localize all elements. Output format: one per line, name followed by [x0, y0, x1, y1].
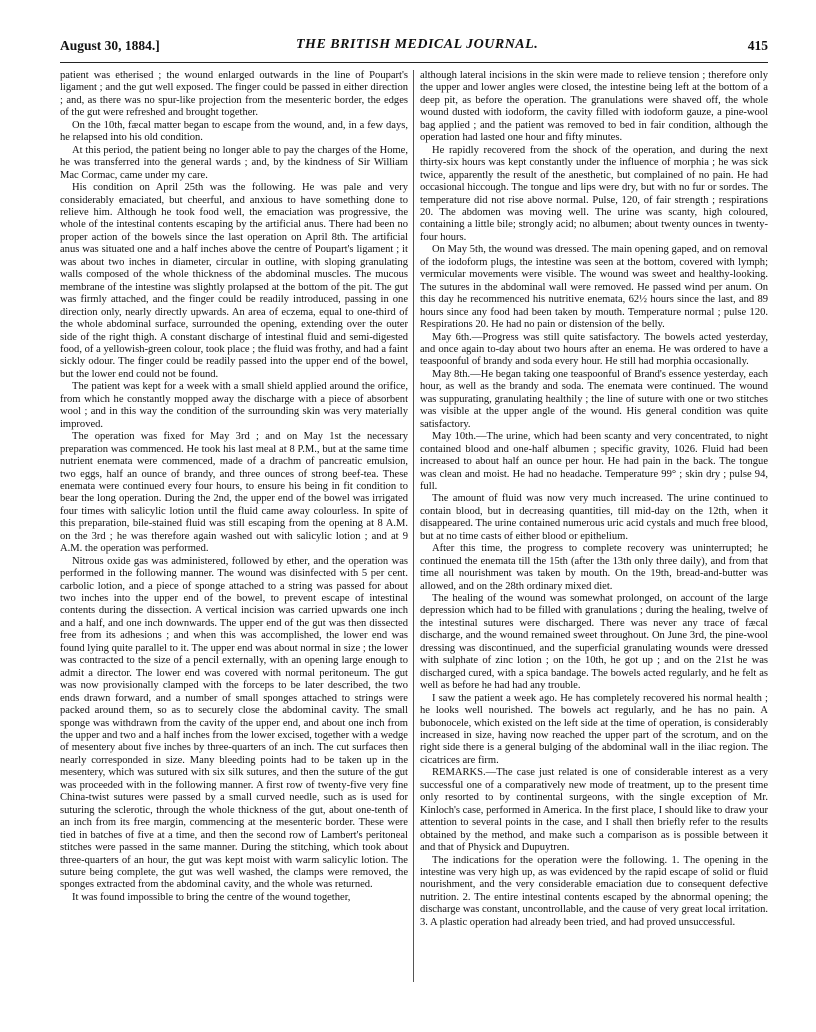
- paragraph: REMARKS.—The case just related is one of considerable interest as a very successful one of a comparatively new mode of treatment, up to the present time only resorted to by continental surgeons, with the single exception of Mr. Kinloch's case, performed in America. In the first place, I should like to draw your attention to several points in the case, and I shall then briefly refer to the results obtained by the method, and make such a comparison as is possible between it and that of Physick and Dupuytren.: [420, 767, 768, 854]
- issue-date: August 30, 1884.]: [60, 38, 160, 53]
- paragraph: On May 5th, the wound was dressed. The main opening gaped, and on removal of the iodoform plugs, the intestine was seen at the bottom, covered with lymph; vermicular movements were visible. The wound was sweet and healthy-looking. The sutures in the abdominal wall were removed. He passed wind per anum. On this day he recommenced his nutritive enemata, 62½ hours since the last, and 89 hours since any food had been taken by mouth. Temperature normal ; pulse 120. Respirations 20. He had no pain or distension of the belly.: [420, 244, 768, 331]
- paragraph: May 8th.—He began taking one teaspoonful of Brand's essence yesterday, each hour, as well as the brandy and soda. The enemata were continued. The wound was suppurating, granulating healthily ; the line of suture with one or two stitches was visible at the upper angle of the wound. His general condition was quite satisfactory.: [420, 368, 768, 430]
- paragraph: patient was etherised ; the wound enlarged outwards in the line of Poupart's ligament ; and the gut well exposed. The finger could be passed in either direction ; and, as there was no spur-like projection from the mesenteric border, the edges of the gut were refreshed and brought together.: [60, 70, 408, 119]
- paragraph: The patient was kept for a week with a small shield applied around the orifice, from which he constantly mopped away the discharge with a piece of absorbent wool ; and in this way the condition of the surrounding skin was very materially improved.: [60, 381, 408, 430]
- left-column: [60, 70, 408, 904]
- paragraph: The indications for the operation were the following. 1. The opening in the intestine was very high up, as was evidenced by the rapid escape of solid or fluid nourishment, and the very considerable emaciation due to consequent defective nutrition. 2. The entire intestinal contents escaped by the abnormal opening; the discharge was constant, uncontrollable, and the cause of very great local irritation. 3. A plastic operation had already been tried, and had proved unsuccessful.: [420, 854, 768, 928]
- paragraph: Nitrous oxide gas was administered, followed by ether, and the operation was performed in the following manner. The wound was disinfected with 5 per cent. carbolic lotion, and a piece of sponge attached to a string was passed for about two inches into the upper end of the bowel, to prevent escape of intestinal contents during the dissection. A vertical incision was carried upwards one inch and a half, and one inch downwards. The upper end of the gut was then dissected free from its adhesions ; and when this was accomplished, the lower end was found lying quite parallel to it. The upper end was about normal in size ; the lower was contracted to the size of a pencil externally, with an opening large enough to admit a director. The lower end was covered with normal peritoneum. The gut was now provisionally clamped with the forceps to be later described, the two ends drawn forward, and a number of small sponges attached to strings were packed around them, so as to securely close the abdominal cavity. The small sponge was withdrawn from the cavity of the upper end, and about one inch from the upper and two and a half inches from the lower excised, together with a wedge of mesentery about five inches by three-quarters of an inch. The cut surfaces then nearly corresponded in size. Many bleeding points had to be taken up in the mesentery, which was sutured with six silk sutures, and then the suture of the gut was proceeded with in the following manner. A first row of twenty-five very fine China-twist sutures were passed by a small curved needle, such as is used for suturing the sclerotic, through the whole thickness of the gut, about one-tenth of an inch from its free margin, commencing at the mesenteric border. These were tied in batches of five at a time, and then the second row of Lambert's peritoneal stitches were passed in the same manner. During the stitching, which took about three-quarters of an hour, the gut was kept moist with warm salicylic lotion. The suture being complete, the gut was well washed, the clamps were removed, the sponges extracted from the abdominal cavity, and the whole was returned.: [60, 555, 408, 891]
- paragraph: The operation was fixed for May 3rd ; and on May 1st the necessary preparation was commenced. He took his last meal at 8 P.M., but at the same time nutrient enemata were commenced, made of a drachm of pancreatic emulsion, two eggs, half an ounce of brandy, and three ounces of strong beef-tea. These enemata were continued every four hours, to ensure his being in fit condition to bear the long operation. During the 2nd, the upper end of the bowel was irrigated four times with salicylic lotion until the fluid came away colourless. In spite of this preparation, bile-stained fluid was still escaping from the opening at 8 A.M. on the 3rd ; he was therefore again washed out with salicylic lotion ; and at 9 A.M. the operation was performed.: [60, 431, 408, 555]
- paragraph: The amount of fluid was now very much increased. The urine continued to contain blood, but in decreasing quantities, till mid-day on the 12th, when it disappeared. The urine contained numerous uric acid cystals and much free blood, but at no time casts of either blood or epithelium.: [420, 493, 768, 542]
- header-rule: [60, 62, 768, 63]
- paragraph: It was found impossible to bring the centre of the wound together,: [72, 891, 351, 903]
- paragraph: The healing of the wound was somewhat prolonged, on account of the large depression which had to be filled with granulations ; during the healing, twelve of the intestinal sutures were discharged. There was never any trace of fæcal discharge, and the wound remained sweet throughout. On June 3rd, the pine-wool dressing was discontinued, and the superficial granulating wounds were dressed with sulphate of zinc lotion ; on the 10th, he got up ; and on the 21st he was discharged cured, with a spica bandage. The bowels acted regularly, and he felt as well as before he had had any trouble.: [420, 593, 768, 692]
- paragraph: May 6th.—Progress was still quite satisfactory. The bowels acted yesterday, and once again to-day about two hours after an enema. He was ordered to have a teaspoonful of brandy and soda every hour. He still had morphia occasionally.: [420, 331, 768, 368]
- paragraph: May 10th.—The urine, which had been scanty and very concentrated, to night contained blood and one-half albumen ; specific gravity, 1026. Fluid had been increased to about half an ounce per hour. He had pain in the back. The tongue was clean and moist. He had no headache. Temperature 99° ; skin dry ; pulse 94, full.: [420, 431, 768, 492]
- right-column: [420, 70, 768, 929]
- paragraph: After this time, the progress to complete recovery was uninterrupted; he continued the enemata till the 15th (after the 13th only three daily), and from that time all nourishment was taken by mouth. On the 19th, bread-and-butter was allowed, and on the 28th ordinary mixed diet.: [420, 543, 768, 592]
- running-header: [60, 38, 768, 60]
- column-divider: [413, 70, 414, 982]
- paragraph: He rapidly recovered from the shock of the operation, and during the next thirty-six hours was kept constantly under the influence of morphia ; he was sick twice, apparently the result of the anesthetic, but complained of no pain. He had occasional hiccough. The tongue and lips were dry, but with no fur or sordes. The temperature did not rise above normal. Pulse, 120, of fair strength ; respirations 20. The abdomen was moving well. The urine was scanty, high coloured, containing a little bile; strongly acid; no albumen; about twenty ounces in twenty-four hours.: [420, 144, 768, 243]
- paragraph: I saw the patient a week ago. He has completely recovered his normal health ; he looks well nourished. The bowels act regularly, and he has no pain. A bubonocele, which existed on the left side at the time of operation, is considerably increased in size, having now reached the upper part of the scrotum, and on the right side there is a general bulging of the abdominal wall in the iliac region. The cicatrices are firm.: [420, 692, 768, 766]
- paragraph: although lateral incisions in the skin were made to relieve tension ; therefore only the upper and lower angles were closed, the intestine being left at the bottom of a deep pit, as before the operation. The granulations were shaved off, the whole wound dusted with iodoform, the cavity filled with iodoform gauze, a pine-wool bag applied ; and the patient was removed to bed in fair condition, although the operation had lasted one hour and fifty minutes.: [420, 70, 768, 144]
- journal-title: THE BRITISH MEDICAL JOURNAL.: [296, 37, 539, 52]
- paragraph: On the 10th, fæcal matter began to escape from the wound, and, in a few days, he relapsed into his old condition.: [60, 119, 408, 144]
- paragraph: At this period, the patient being no longer able to pay the charges of the Home, he was transferred into the general wards ; and, by the kindness of Sir William Mac Cormac, came under my care.: [60, 144, 408, 181]
- paragraph: His condition on April 25th was the following. He was pale and very considerably emaciated, but cheerful, and anxious to have something done to relieve him. Although he took food well, the emaciation was progressive, the whole of the intestinal contents escaping by the artificial anus. There had been no proper action of the bowels since the last operation on April 8th. The artificial anus was situated one and a half inches above the centre of Poupart's ligament ; it was about two inches in diameter, circular in outline, with sloping granulating walls composed of the whole thickness of the abdominal muscles. The mucous membrane of the intestine was slightly prolapsed at the bottom of the pit. The gut was firmly attached, and the finger could be readily introduced, passing in one direction only, nearly directly upwards. An area of eczema, equal to one-third of the whole abdominal surface, surrounded the opening, extending over the outer side of the right thigh. A constant discharge of intestinal fluid and semi-digested food, of a yellowish-green colour, took place ; the fluid was frothy, and had a faint sickly odour. The finger could be readily passed into the upper end of the bowel, but the lower end could not be found.: [60, 182, 408, 380]
- page-number: 415: [747, 38, 768, 53]
